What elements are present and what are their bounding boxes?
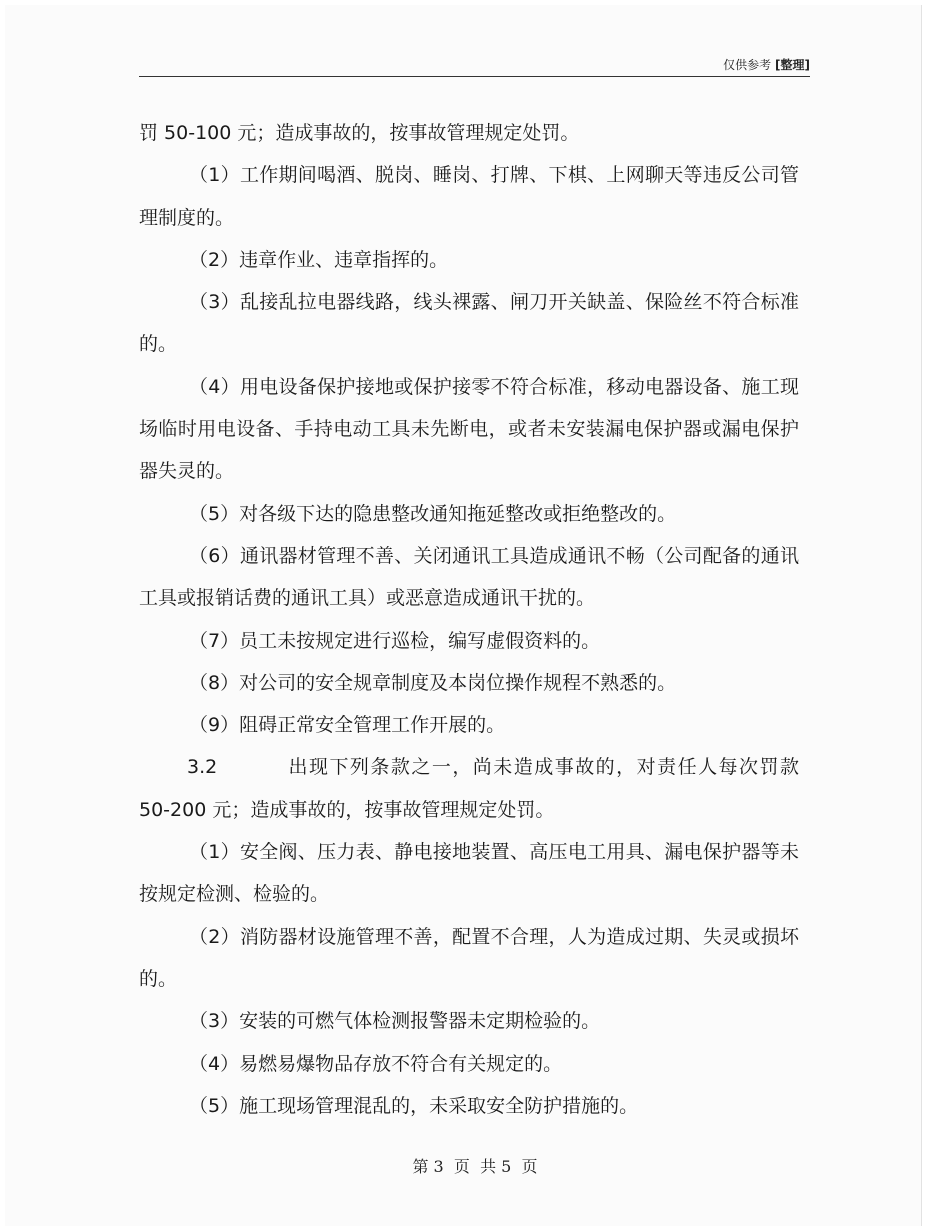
list-item: （6）通讯器材管理不善、关闭通讯工具造成通讯不畅（公司配备的通讯工具或报销话费的通讯工具）或恶意造成通讯干扰的。 — [139, 544, 799, 610]
header-divider — [139, 76, 810, 77]
header-note — [723, 56, 810, 73]
list-item: （2）消防器材设施管理不善，配置不合理，人为造成过期、失灵或损坏的。 — [139, 925, 799, 990]
list-item: （5）对各级下达的隐患整改通知拖延整改或拒绝整改的。 — [189, 502, 677, 525]
list-item: （8）对公司的安全规章制度及本岗位操作规程不熟悉的。 — [189, 671, 677, 694]
list-item: （7）员工未按规定进行巡检，编写虚假资料的。 — [189, 629, 601, 652]
list-item: （4）易燃易爆物品存放不符合有关规定的。 — [189, 1052, 563, 1075]
page-footer: 第 3 页 共 5 页 — [412, 1157, 538, 1176]
section-paragraph — [139, 746, 799, 831]
paragraph: 罚 50-100 元；造成事故的，按事故管理规定处罚。 — [139, 122, 580, 144]
list-item: （2）违章作业、违章指挥的。 — [189, 248, 449, 271]
document-body — [139, 112, 799, 1127]
list-item: （5）施工现场管理混乱的，未采取安全防护措施的。 — [189, 1094, 639, 1117]
section-number: 3.2 — [187, 756, 218, 779]
header-note-text: 仅供参考 — [723, 58, 772, 72]
list-item: （1）安全阀、压力表、静电接地装置、高压电工用具、漏电保护器等未按规定检测、检验的。 — [139, 841, 799, 906]
section-text: 出现下列条款之一，尚未造成事故的，对责任人每次罚款 50-200 元；造成事故的，按事故管理规定处罚。 — [139, 756, 799, 821]
list-item: （4）用电设备保护接地或保护接零不符合标准，移动电器设备、施工现场临时用电设备、手持电动工具未先断电，或者未安装漏电保护器或漏电保护器失灵的。 — [139, 375, 799, 483]
header-note-bracket: [整理] — [775, 58, 810, 72]
list-item: （3）安装的可燃气体检测报警器未定期检验的。 — [189, 1010, 601, 1033]
list-item: （1）工作期间喝酒、脱岗、睡岗、打牌、下棋、上网聊天等违反公司管理制度的。 — [139, 164, 799, 229]
list-item: （9）阻碍正常安全管理工作开展的。 — [189, 714, 506, 737]
list-item: （3）乱接乱拉电器线路，线头裸露、闸刀开关缺盖、保险丝不符合标准的。 — [139, 291, 799, 356]
